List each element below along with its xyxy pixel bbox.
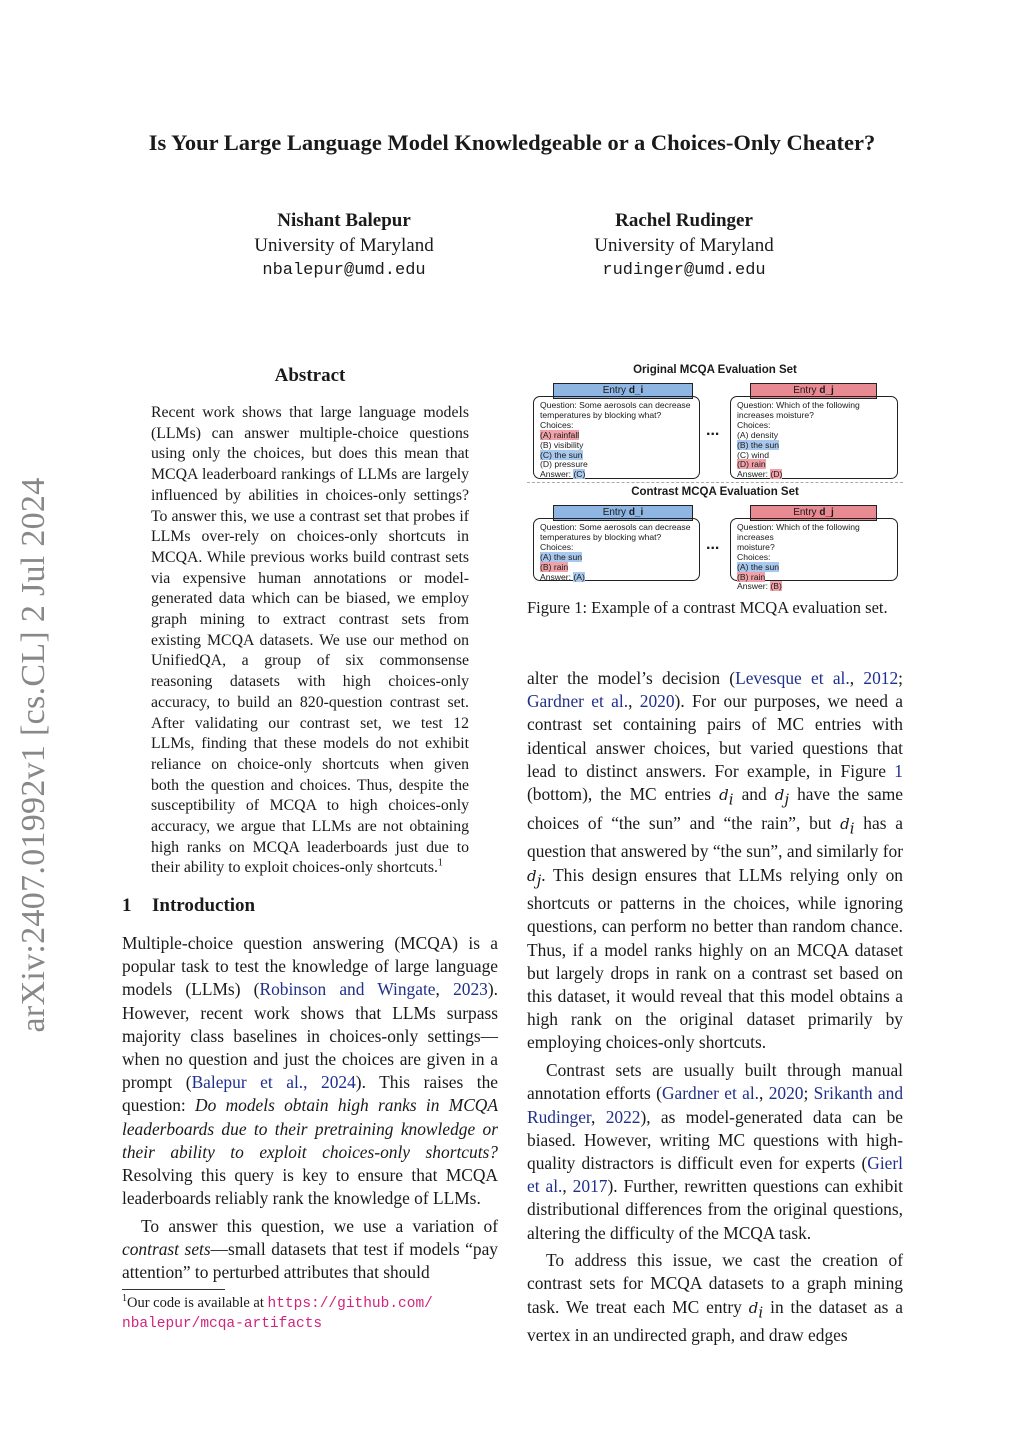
author-name: Rachel Rudinger bbox=[615, 210, 753, 231]
paper-title: Is Your Large Language Model Knowledgeable or a Choices-Only Cheater? bbox=[148, 130, 876, 155]
answer-highlight: (A) the sun bbox=[540, 551, 583, 562]
citation-link[interactable]: 2012 bbox=[863, 668, 899, 688]
citation-link[interactable]: 2020 bbox=[639, 691, 675, 712]
answer-highlight: (A) the sun bbox=[737, 561, 780, 572]
citation-link[interactable]: Balepur et al., 2024 bbox=[191, 1072, 356, 1093]
paragraph: Contrast sets are usually built through manual annotation efforts (Gardner et al., 2020; Srikanth and Rudinger, 2022), as model-generated data can be biased. However, writing MC questions with high-quality distractors is difficult even for experts (Gierl et al., 2017). Further, rewritten questions can exhibit distributional differences from the original questions, altering the difficulty of the MCQA task. bbox=[527, 1060, 904, 1243]
abstract-text bbox=[151, 403, 469, 879]
ellipsis: ... bbox=[706, 422, 720, 439]
research-question: Do models obtain high ranks in MCQA leaderboards due to their pretraining knowledge or their ability to exploit choices-only shortcuts? bbox=[122, 1095, 498, 1162]
author-affiliation: University of Maryland bbox=[594, 235, 774, 256]
separator-dashed bbox=[527, 482, 903, 483]
figure-ref-link[interactable]: 1 bbox=[894, 760, 903, 781]
figure-caption: Figure 1: Example of a contrast MCQA evaluation set. bbox=[527, 598, 888, 617]
citation-link[interactable]: 2023 bbox=[453, 979, 488, 1000]
section-title: Introduction bbox=[152, 895, 256, 916]
entry-header-i: Entry d_i bbox=[553, 505, 693, 521]
entry-card-contrast-j: Question: Which of the following increases moisture? Choices: (A) the sun (B) rain Answer: (B) bbox=[730, 518, 898, 581]
author-email: nbalepur@umd.edu bbox=[262, 261, 426, 280]
footnote-mark: 1 bbox=[122, 1293, 127, 1305]
distractor-highlight: (B) rain bbox=[540, 561, 569, 572]
author-email: rudinger@umd.edu bbox=[602, 261, 766, 280]
section-number: 1 bbox=[122, 895, 132, 916]
distractor-highlight: (B) rain bbox=[737, 571, 766, 582]
abstract-heading: Abstract bbox=[274, 365, 346, 386]
citation-link[interactable]: Gierl et al. bbox=[527, 1152, 903, 1197]
citation-link[interactable]: 2017 bbox=[572, 1176, 608, 1197]
arxiv-watermark bbox=[12, 470, 56, 1040]
citation-link[interactable]: Levesque et al. bbox=[735, 668, 850, 688]
author-block-1 bbox=[194, 208, 494, 283]
answer-highlight: (B) the sun bbox=[737, 439, 780, 450]
author-affiliation: University of Maryland bbox=[254, 235, 434, 256]
entry-card-orig-i: Question: Some aerosols can decrease temperatures by blocking what? Choices: (A) rainfall (B) visibility (C) the sun (D) pressure Answer: (C) bbox=[533, 396, 700, 479]
section-heading bbox=[122, 895, 255, 917]
author-name: Nishant Balepur bbox=[277, 210, 411, 231]
citation-link[interactable]: Gardner et al. bbox=[661, 1083, 760, 1104]
code-url[interactable]: https://github.com/ bbox=[267, 1296, 433, 1312]
author-block-2 bbox=[534, 208, 834, 283]
left-column-body bbox=[122, 932, 498, 1285]
citation-link[interactable]: Gardner et al. bbox=[527, 691, 629, 712]
code-url[interactable]: nbalepur/mcqa-artifacts bbox=[122, 1316, 323, 1332]
citation-link[interactable]: 2020 bbox=[768, 1083, 804, 1104]
answer-highlight: (C) the sun bbox=[540, 449, 583, 460]
paragraph: To address this issue, we cast the creation of contrast sets for MCQA datasets to a graph mining task. We treat each MC entry $d_i$ in the dataset as a vertex in an undirected graph, and draw edges bbox=[527, 1250, 904, 1346]
citation-link[interactable]: 2022 bbox=[605, 1106, 641, 1127]
distractor-highlight: (D) rain bbox=[737, 459, 766, 470]
ellipsis: ... bbox=[706, 536, 720, 553]
citation-link[interactable]: Srikanth and Rudinger bbox=[527, 1083, 904, 1127]
distractor-highlight: (A) rainfall bbox=[540, 429, 580, 440]
footnote-mark: 1 bbox=[437, 858, 443, 870]
entry-card-contrast-i: Question: Some aerosols can decrease temperatures by blocking what? Choices: (A) the sun (B) rain Answer: (A) bbox=[533, 518, 700, 581]
paragraph: alter the model’s decision (Levesque et al., 2012; Gardner et al., 2020). For our purposes, we need a contrast set containing pairs of MC entries with identical answer choices, but varied questions that lead to distinct answers. For example, in Figure 1 (bottom), the MC entries $d_i$ and $d_j$ have the same choices of “the sun” and “the rain”, but $d_i$ has a question that answered by “the sun”, and similarly for $d_j$. This design ensures that LLMs relying only on shortcuts or patterns in the choices, while ignoring questions, can perform no better than random chance. Thus, if a model ranks highly on an MCQA dataset but largely drops in rank on a contrast set based on this dataset, it would reveal that this model obtains a high rank on the original dataset primarily by employing choices-only shortcuts. bbox=[527, 668, 904, 1053]
abstract-body: Recent work shows that large language models (LLMs) can answer multiple-choice questions using only the choices, but does this mean that MCQA leaderboard rankings of LLMs are largely influenced by abilities in choices-only settings? To answer this, we use a contrast set that probes if LLMs over-rely on choices-only shortcuts in MCQA. While previous works build contrast sets via expensive human annotations or model-generated data which can be biased, we employ graph mining to extract contrast sets from existing MCQA datasets. We use our method on UnifiedQA, a group of six commonsense reasoning datasets with high choices-only accuracy, to build an 820-question contrast set. After validating our contrast set, we test 12 LLMs, finding that these models do not exhibit reliance on choice-only shortcuts when given both the question and choices. Thus, despite the susceptibility of MCQA to high choices-only accuracy, we argue that LLMs are not obtaining high ranks on MCQA leaderboards just due to their ability to exploit choices-only shortcuts. bbox=[151, 404, 469, 877]
figure-original-title: Original MCQA Evaluation Set bbox=[633, 364, 797, 376]
citation-link[interactable]: Robinson and Wingate bbox=[259, 979, 436, 1000]
entry-card-orig-j: Question: Which of the following increases moisture? Choices: (A) density (B) the sun (C) wind (D) rain Answer: (D) bbox=[730, 396, 898, 479]
paragraph: Multiple-choice question answering (MCQA) is a popular task to test the knowledge of large language models (LLMs) (Robinson and Wingate, 2023). However, recent work shows that LLMs surpass majority class baselines in choices-only settings—when no question and just the choices are given in a prompt (Balepur et al., 2024). This raises the question: Do models obtain high ranks in MCQA leaderboards due to their pretraining knowledge or their ability to exploit choices-only shortcuts? Resolving this query is key to ensure that MCQA leaderboards reliably rank the knowledge of LLMs. bbox=[122, 933, 498, 1209]
footnote-rule bbox=[122, 1289, 225, 1290]
footnote: $^1$Our code is available at https://github.com/ nbalepur/mcqa-artifacts bbox=[122, 1293, 433, 1332]
right-column-body bbox=[527, 667, 903, 1348]
paragraph: To answer this question, we use a variation of contrast sets—small datasets that test if models “pay attention” to perturbed attributes that should bbox=[122, 1215, 499, 1283]
entry-header-j: Entry d_j bbox=[750, 505, 877, 521]
arxiv-id: arXiv:2407.01992v1 [cs.CL] 2 Jul 2024 bbox=[15, 477, 52, 1033]
entry-header-j: Entry d_j bbox=[750, 383, 877, 399]
figure-contrast-title: Contrast MCQA Evaluation Set bbox=[631, 486, 799, 498]
entry-header-i: Entry d_i bbox=[553, 383, 693, 399]
